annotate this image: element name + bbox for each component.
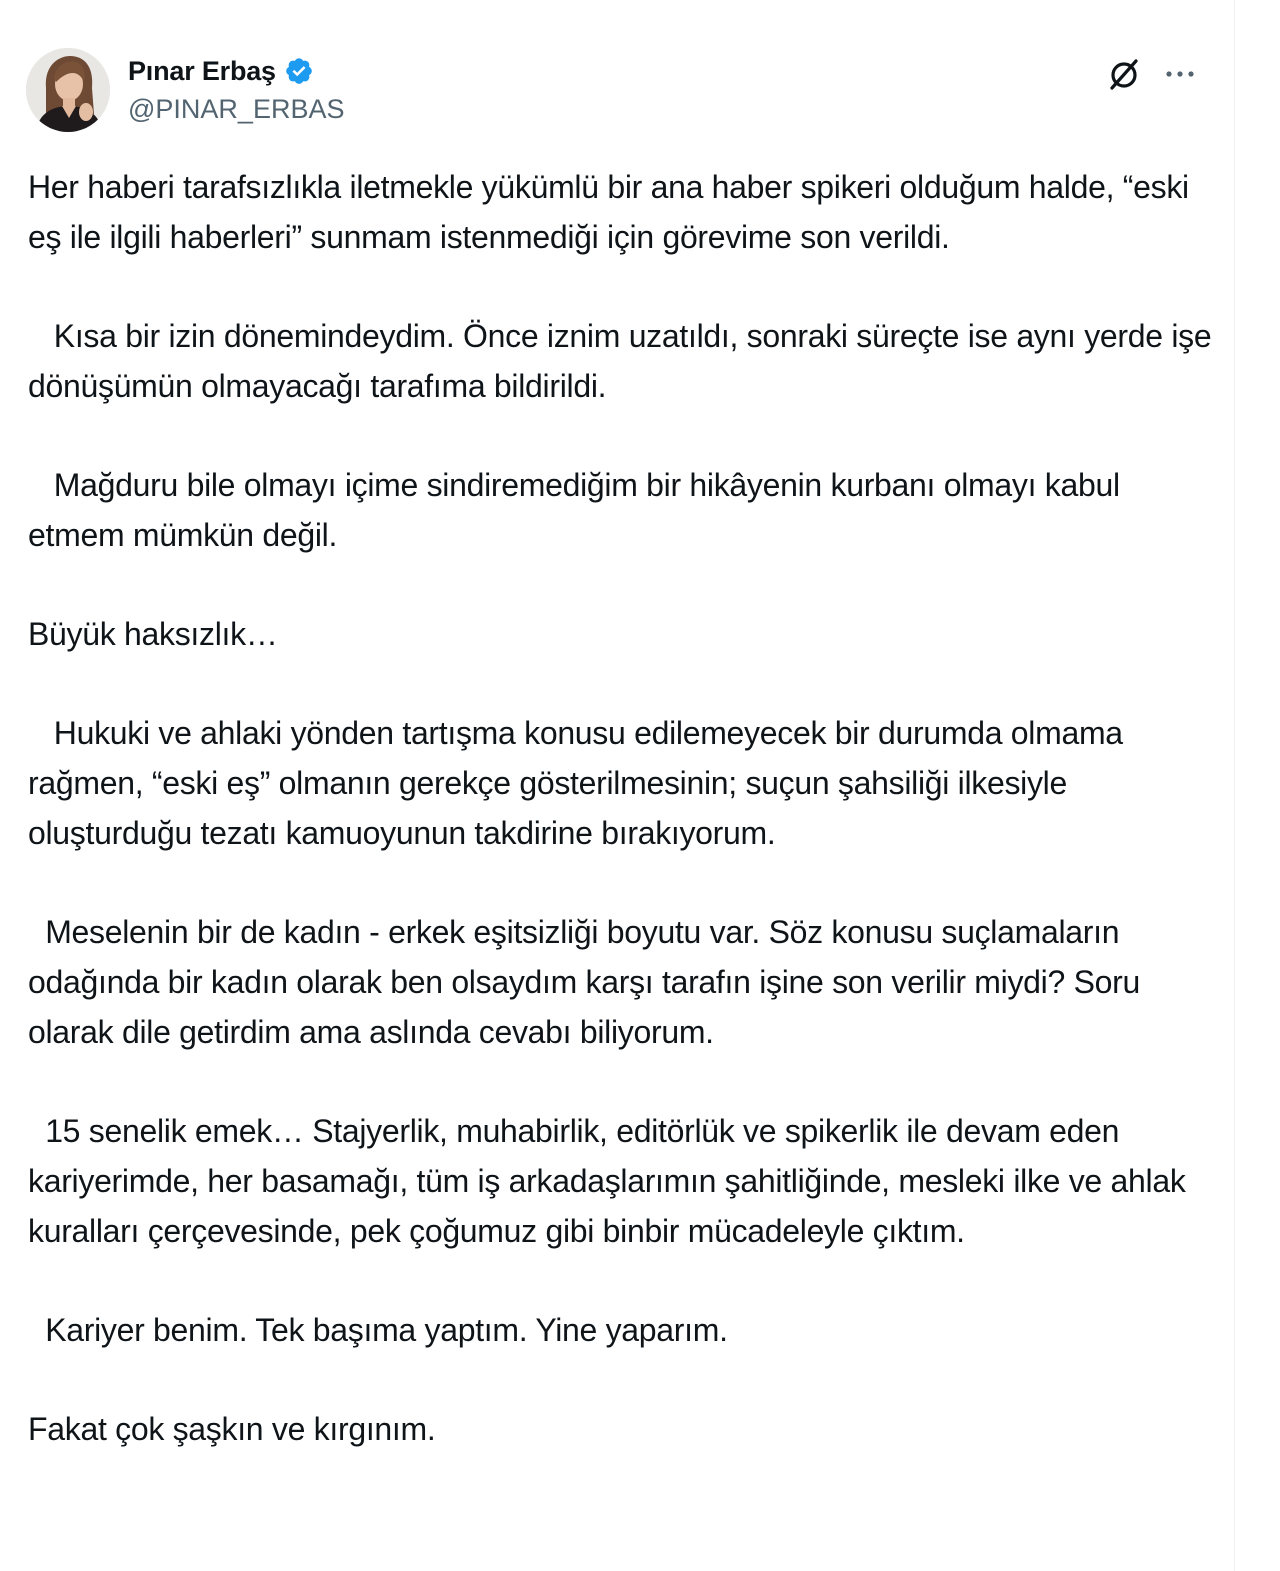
tweet-paragraph: Fakat çok şaşkın ve kırgınım. — [28, 1411, 436, 1447]
author-handle[interactable]: @PINAR_ERBAS — [128, 94, 345, 124]
tweet-paragraph: Kısa bir izin dönemindeydim. Önce iznim uzatıldı, sonraki süreçte ise aynı yerde işe dönüşümün olmayacağı tarafıma bildirildi. — [28, 318, 1220, 404]
author-display-name[interactable]: Pınar Erbaş — [128, 55, 276, 86]
author-name-row — [128, 54, 314, 88]
slashed-circle-icon — [1106, 56, 1142, 92]
tweet-paragraph: 15 senelik emek… Stajyerlik, muhabirlik, editörlük ve spikerlik ile devam eden kariyerimde, her basamağı, tüm iş arkadaşlarımın şahitliğinde, mesleki ilke ve ahlak kuralları çerçevesinde, pek çoğumuz gibi binbir mücadeleyle çıktım. — [28, 1113, 1195, 1249]
tweet-paragraph: Her haberi tarafsızlıkla iletmekle yükümlü bir ana haber spikeri olduğum halde, “eski eş ile ilgili haberleri” sunmam istenmediği için görevime son verildi. — [28, 169, 1198, 255]
tweet-paragraph: Meselenin bir de kadın - erkek eşitsizliği boyutu var. Söz konusu suçlamaların odağında bir kadın olarak ben olsaydım karşı tarafın işine son verilir miydi? Soru olarak dile getirdim ama aslında cevabı biliyorum. — [28, 914, 1149, 1050]
tweet-paragraph: Hukuki ve ahlaki yönden tartışma konusu edilemeyecek bir durumda olmama rağmen, “eski eş” olmanın gerekçe gösterilmesinin; suçun şahsiliği ilkesiyle oluşturduğu tezatı kamuoyunun takdirine bırakıyorum. — [28, 715, 1132, 851]
tweet-paragraph: Mağduru bile olmayı içime sindiremediğim bir hikâyenin kurbanı olmayı kabul etmem mümkün değil. — [28, 467, 1129, 553]
more-options-button[interactable] — [1162, 56, 1198, 92]
grok-button[interactable] — [1106, 56, 1142, 92]
avatar[interactable] — [26, 48, 110, 132]
tweet-header — [26, 48, 1206, 136]
verified-badge-icon[interactable] — [284, 56, 314, 86]
tweet-text — [28, 162, 1218, 1454]
tweet-paragraph: Kariyer benim. Tek başıma yaptım. Yine yaparım. — [28, 1312, 728, 1348]
timeline-right-border — [1234, 0, 1235, 1571]
more-horizontal-icon — [1162, 56, 1198, 92]
avatar-image — [26, 48, 110, 132]
tweet-paragraph: Büyük haksızlık… — [28, 616, 278, 652]
